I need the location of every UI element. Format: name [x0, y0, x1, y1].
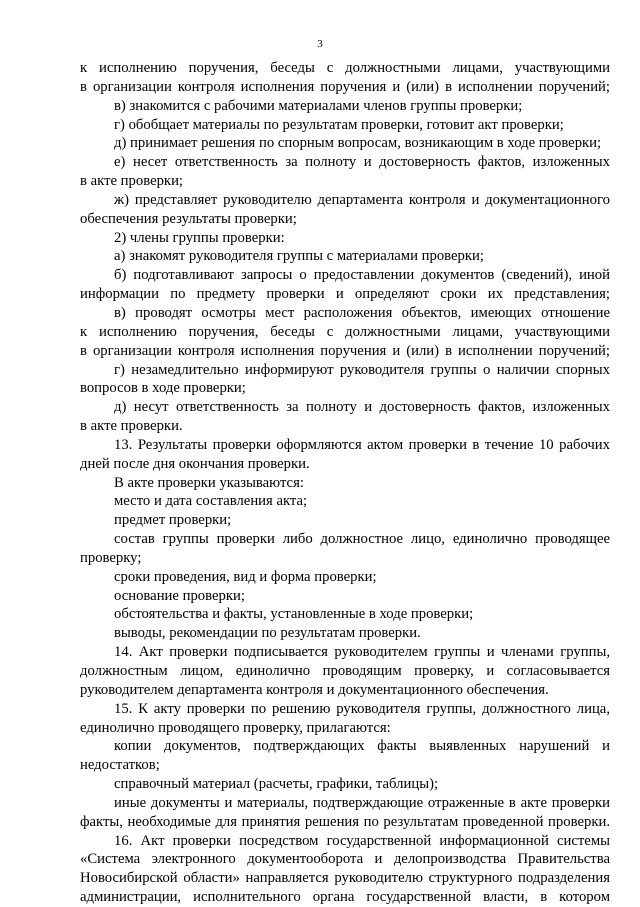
text-line: предмет проверки; — [114, 512, 232, 529]
text-line: единолично проводящего проверку, прилагаются: — [80, 719, 391, 736]
text-line: «Система электронного документооборота и делопроизводства Правительства — [80, 851, 610, 868]
text-line: информации по предмету проверки и определяют сроки их представления; — [80, 286, 610, 303]
page-number: 3 — [317, 38, 323, 50]
text-line: 15. К акту проверки по решению руководителя группы, должностного лица, — [114, 700, 610, 717]
text-line: основание проверки; — [114, 587, 245, 604]
text-line: место и дата составления акта; — [114, 493, 308, 510]
text-line: ж) представляет руководителю департамента контроля и документационного — [114, 191, 610, 208]
text-line: копии документов, подтверждающих факты выявленных нарушений и — [114, 738, 610, 755]
text-line: сроки проведения, вид и форма проверки; — [114, 568, 377, 585]
text-line: вопросов в ходе проверки; — [80, 380, 246, 397]
text-line: иные документы и материалы, подтверждающие отраженные в акте проверки — [114, 794, 610, 811]
text-line: 14. Акт проверки подписывается руководителем группы и членами группы, — [114, 644, 610, 661]
text-line: а) знакомят руководителя группы с материалами проверки; — [114, 248, 484, 265]
text-line: Новосибирской области» направляется руководителю структурного подразделения — [80, 870, 610, 887]
text-line: в) проводят осмотры мест расположения объектов, имеющих отношение — [114, 304, 610, 321]
text-line: справочный материал (расчеты, графики, таблицы); — [114, 776, 439, 793]
text-line: факты, необходимые для принятия решения по результатам проведенной проверки. — [80, 813, 610, 830]
text-line: проверку; — [80, 549, 142, 566]
text-line: г) обобщает материалы по результатам проверки, готовит акт проверки; — [114, 116, 564, 133]
text-line: выводы, рекомендации по результатам проверки. — [114, 625, 421, 642]
text-line: состав группы проверки либо должностное лицо, единолично проводящее — [114, 531, 610, 548]
text-line: е) несет ответственность за полноту и достоверность фактов, изложенных — [114, 154, 610, 171]
text-line: 2) члены группы проверки: — [114, 229, 285, 246]
text-line: обеспечения результаты проверки; — [80, 210, 297, 227]
text-line: администрации, исполнительного органа государственной власти, в котором — [80, 889, 610, 906]
text-line: обстоятельства и факты, установленные в ходе проверки; — [114, 606, 474, 623]
body-text — [80, 59, 610, 907]
text-line: в) знакомится с рабочими материалами членов группы проверки; — [114, 97, 523, 114]
text-line: в акте проверки; — [80, 173, 184, 190]
text-line: в организации контроля исполнения поручения и (или) в исполнении поручений; — [80, 342, 610, 359]
text-line: д) принимает решения по спорным вопросам, возникающим в ходе проверки; — [114, 135, 602, 152]
text-line: 13. Результаты проверки оформляются актом проверки в течение 10 рабочих — [114, 436, 610, 453]
text-line: дней после дня окончания проверки. — [80, 455, 310, 472]
text-line: руководителем департамента контроля и документационного обеспечения. — [80, 681, 549, 698]
text-line: б) подготавливают запросы о предоставлении документов (сведений), иной — [114, 267, 610, 284]
text-line: 16. Акт проверки посредством государственной информационной системы — [114, 832, 610, 849]
text-line: в организации контроля исполнения поручения и (или) в исполнении поручений; — [80, 78, 610, 95]
text-line: должностным лицом, единолично проводящим проверку, и согласовывается — [80, 663, 610, 679]
text-line: в акте проверки. — [80, 418, 183, 435]
text-line: В акте проверки указываются: — [114, 474, 304, 491]
text-line: к исполнению поручения, беседы с должностными лицами, участвующими — [80, 323, 610, 340]
text-line: г) незамедлительно информируют руководителя группы о наличии спорных — [114, 361, 610, 378]
text-line: д) несут ответственность за полноту и достоверность фактов, изложенных — [114, 399, 610, 416]
text-line: недостатков; — [80, 757, 160, 774]
text-line: к исполнению поручения, беседы с должностными лицами, участвующими — [80, 60, 610, 76]
